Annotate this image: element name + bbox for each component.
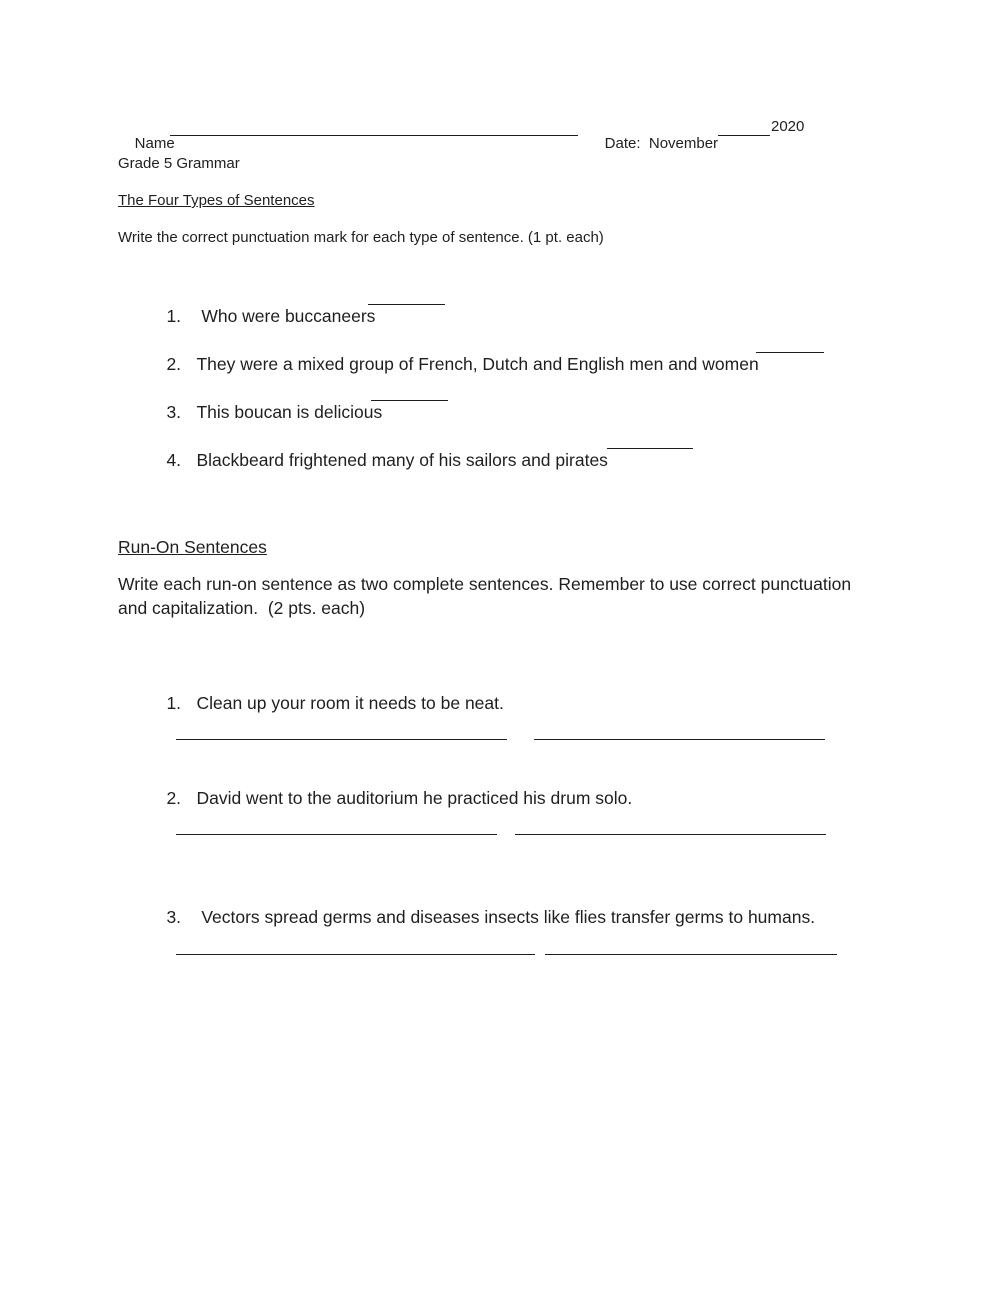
s2-item-2 — [147, 767, 632, 830]
s2-item-2-answer-a[interactable] — [176, 834, 497, 835]
s2-item-1-answer-b[interactable] — [534, 739, 825, 740]
item-text: Vectors spread germs and diseases insects like flies transfer germs to humans. — [196, 907, 816, 927]
s2-item-1-answer-a[interactable] — [176, 739, 507, 740]
s2-item-1 — [147, 672, 504, 735]
item-number: 2. — [166, 788, 182, 808]
name-blank[interactable] — [170, 135, 578, 136]
item-text: Blackbeard frightened many of his sailors and pirates — [196, 450, 608, 470]
section2-instructions-line2: and capitalization. (2 pts. each) — [118, 598, 366, 618]
item-text: They were a mixed group of French, Dutch and English men and women — [196, 354, 759, 374]
s1-item-4 — [147, 429, 608, 492]
item-number: 3. — [166, 907, 182, 927]
section1-instructions: Write the correct punctuation mark for each type of sentence. (1 pt. each) — [118, 229, 604, 246]
s2-item-3-answer-b[interactable] — [545, 954, 837, 955]
item-text: Who were buccaneers — [196, 306, 376, 326]
item-number: 4. — [166, 450, 182, 470]
item-text: Clean up your room it needs to be neat. — [196, 693, 504, 713]
item-text: This boucan is delicious — [196, 402, 383, 422]
item-number: 1. — [166, 306, 182, 326]
s2-item-2-answer-b[interactable] — [515, 834, 826, 835]
s1-item-1-blank[interactable] — [368, 304, 445, 305]
name-label: Name — [134, 135, 175, 152]
s2-item-3 — [147, 886, 815, 949]
s2-item-3-answer-a[interactable] — [176, 954, 535, 955]
section2-title: Run-On Sentences — [118, 537, 267, 557]
item-text: David went to the auditorium he practiced his drum solo. — [196, 788, 633, 808]
item-number: 1. — [166, 693, 182, 713]
date-day-blank[interactable] — [718, 135, 770, 136]
item-number: 3. — [166, 402, 182, 422]
s1-item-4-blank[interactable] — [607, 448, 693, 449]
section2-instructions-line1: Write each run-on sentence as two complete sentences. Remember to use correct punctuation — [118, 574, 852, 594]
section1-title: The Four Types of Sentences — [118, 192, 315, 209]
date-year: 2020 — [771, 118, 805, 135]
s1-item-2-blank[interactable] — [756, 352, 824, 353]
date-label: Date: November — [604, 135, 719, 152]
s1-item-3-blank[interactable] — [371, 400, 448, 401]
course-title: Grade 5 Grammar — [118, 155, 240, 172]
item-number: 2. — [166, 354, 182, 374]
